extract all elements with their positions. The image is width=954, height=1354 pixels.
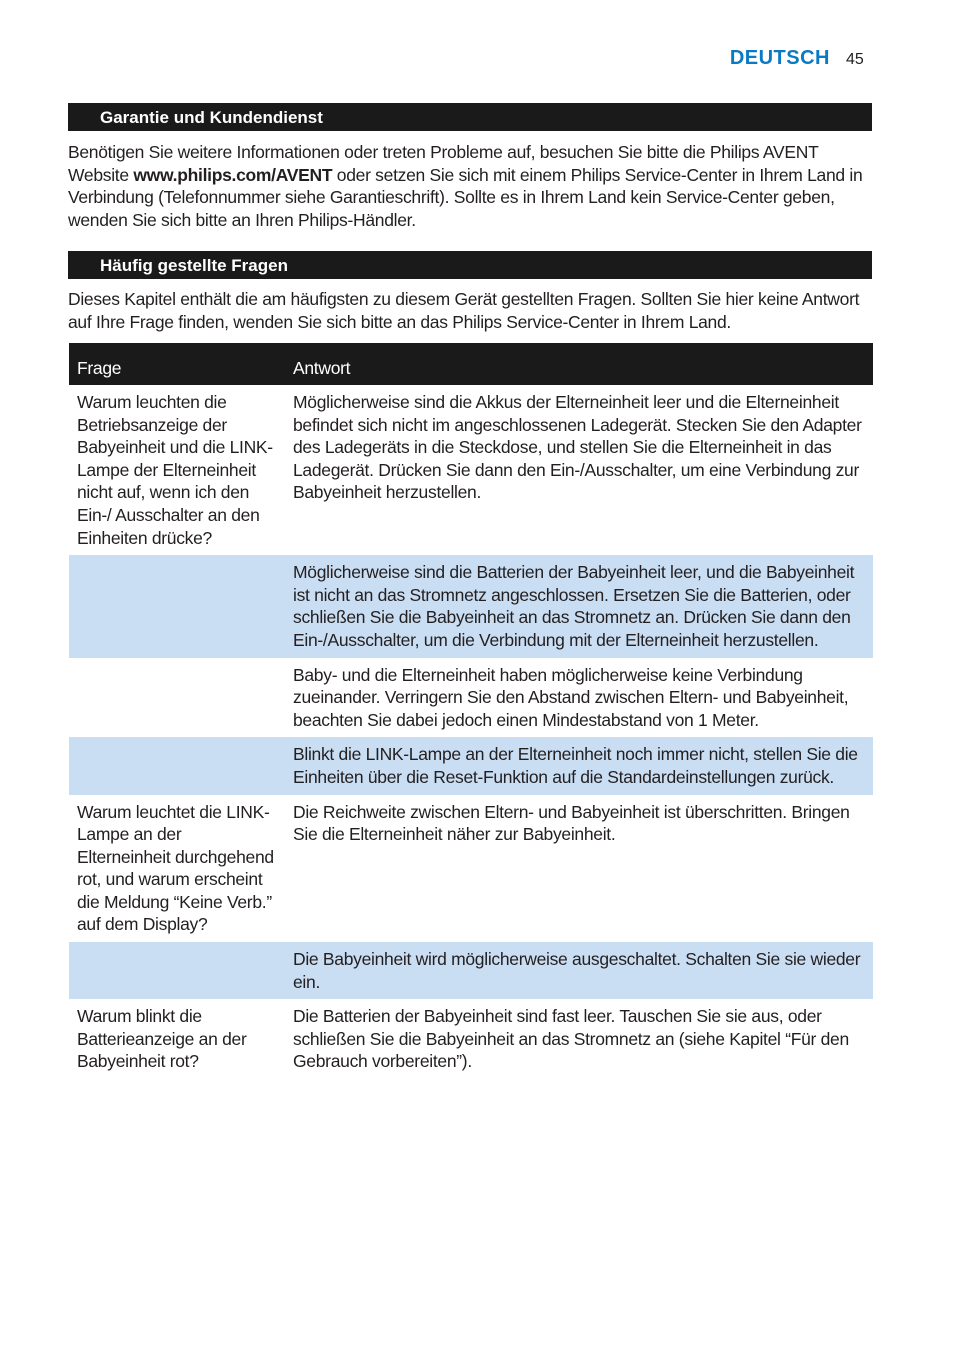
question-cell: Warum leuchten die Betriebsanzeige der Babyeinheit und die LINK-Lampe der Elterneinheit nicht auf, wenn ich den Ein-/ Ausschalter an den Einheiten drücke?: [77, 392, 273, 548]
table-row: [69, 999, 873, 1079]
question-cell: Warum blinkt die Batterieanzeige an der Babyeinheit rot?: [77, 1006, 247, 1072]
table-row: [69, 795, 873, 943]
answer-cell: Möglicherweise sind die Akkus der Elterneinheit leer und die Elterneinheit befindet sich nicht im angeschlossenen Ladegerät. Stecken Sie den Adapter des Ladegeräts in die Steckdose, und stellen Sie die Elterneinheit in das Ladegerät. Drücken Sie dann den Ein-/Ausschalter, um eine Verbindung zur Babyeinheit herzustellen.: [293, 392, 862, 503]
answer-cell: Blinkt die LINK-Lampe an der Elterneinheit noch immer nicht, stellen Sie die Einheiten über die Reset-Funktion auf die Standardeinstellungen zurück.: [285, 737, 873, 794]
page-number: 45: [846, 51, 864, 68]
table-row: [69, 942, 873, 999]
language-heading: DEUTSCH: [729, 47, 830, 69]
question-cell: [69, 658, 285, 738]
table-row: [69, 555, 873, 657]
header-antwort: Antwort: [285, 343, 873, 385]
faq-intro-paragraph: Dieses Kapitel enthält die am häufigsten zu diesem Gerät gestellten Fragen. Sollten Sie hier keine Antwort auf Ihre Frage finden, wenden Sie sich bitte an das Philips Service-Center in Ihrem Land.: [68, 289, 860, 332]
table-row: [69, 385, 873, 555]
answer-cell: Die Reichweite zwischen Eltern- und Babyeinheit ist überschritten. Bringen Sie die Elterneinheit näher zur Babyeinheit.: [293, 801, 850, 845]
question-cell: [69, 942, 285, 999]
answer-cell: Baby- und die Elterneinheit haben möglicherweise keine Verbindung zueinander. Verringern Sie den Abstand zwischen Eltern- und Babyeinheit, beachten Sie dabei jedoch einen Mindestabstand von 1 Meter.: [293, 664, 849, 730]
section-title-faq: Häufig gestellte Fragen: [68, 251, 872, 279]
question-cell: Warum leuchtet die LINK-Lampe an der Elterneinheit durchgehend rot, und warum erscheint die Meldung “Keine Verb.” auf dem Display?: [77, 801, 274, 935]
faq-table: [69, 343, 873, 1079]
answer-cell: Die Babyeinheit wird möglicherweise ausgeschaltet. Schalten Sie sie wieder ein.: [285, 942, 873, 999]
faq-table-header: [69, 343, 873, 385]
table-row: [69, 737, 873, 794]
table-row: [69, 658, 873, 738]
question-cell: [69, 555, 285, 657]
answer-cell: Möglicherweise sind die Batterien der Babyeinheit leer, und die Babyeinheit ist nicht an das Stromnetz angeschlossen. Ersetzen Sie die Batterien, oder schließen Sie die Babyeinheit an das Stromnetz an. Drücken Sie dann den Ein-/Ausschalter, um die Verbindung mit der Elterneinheit herzustellen.: [285, 555, 873, 657]
warranty-text-before: Benötigen Sie weitere Informationen oder treten Probleme auf, besuchen Sie bitte die Philips AVENT Website: [68, 142, 819, 185]
answer-cell: Die Batterien der Babyeinheit sind fast leer. Tauschen Sie sie aus, oder schließen Sie die Babyeinheit an das Stromnetz an (siehe Kapitel “Für den Gebrauch vorbereiten”).: [293, 1006, 849, 1072]
header-frage: Frage: [69, 343, 285, 385]
warranty-paragraph: [68, 141, 876, 231]
website-link[interactable]: www.philips.com/AVENT: [133, 164, 333, 185]
warranty-text-after: oder setzen Sie sich mit einem Philips Service-Center in Ihrem Land in Verbindung (Telefonnummer siehe Garantieschrift). Sollte es in Ihrem Land kein Service-Center geben, wenden Sie sich bitte an Ihren Philips-Händler.: [68, 164, 863, 230]
section-title-warranty: Garantie und Kundendienst: [68, 103, 872, 131]
question-cell: [69, 737, 285, 794]
